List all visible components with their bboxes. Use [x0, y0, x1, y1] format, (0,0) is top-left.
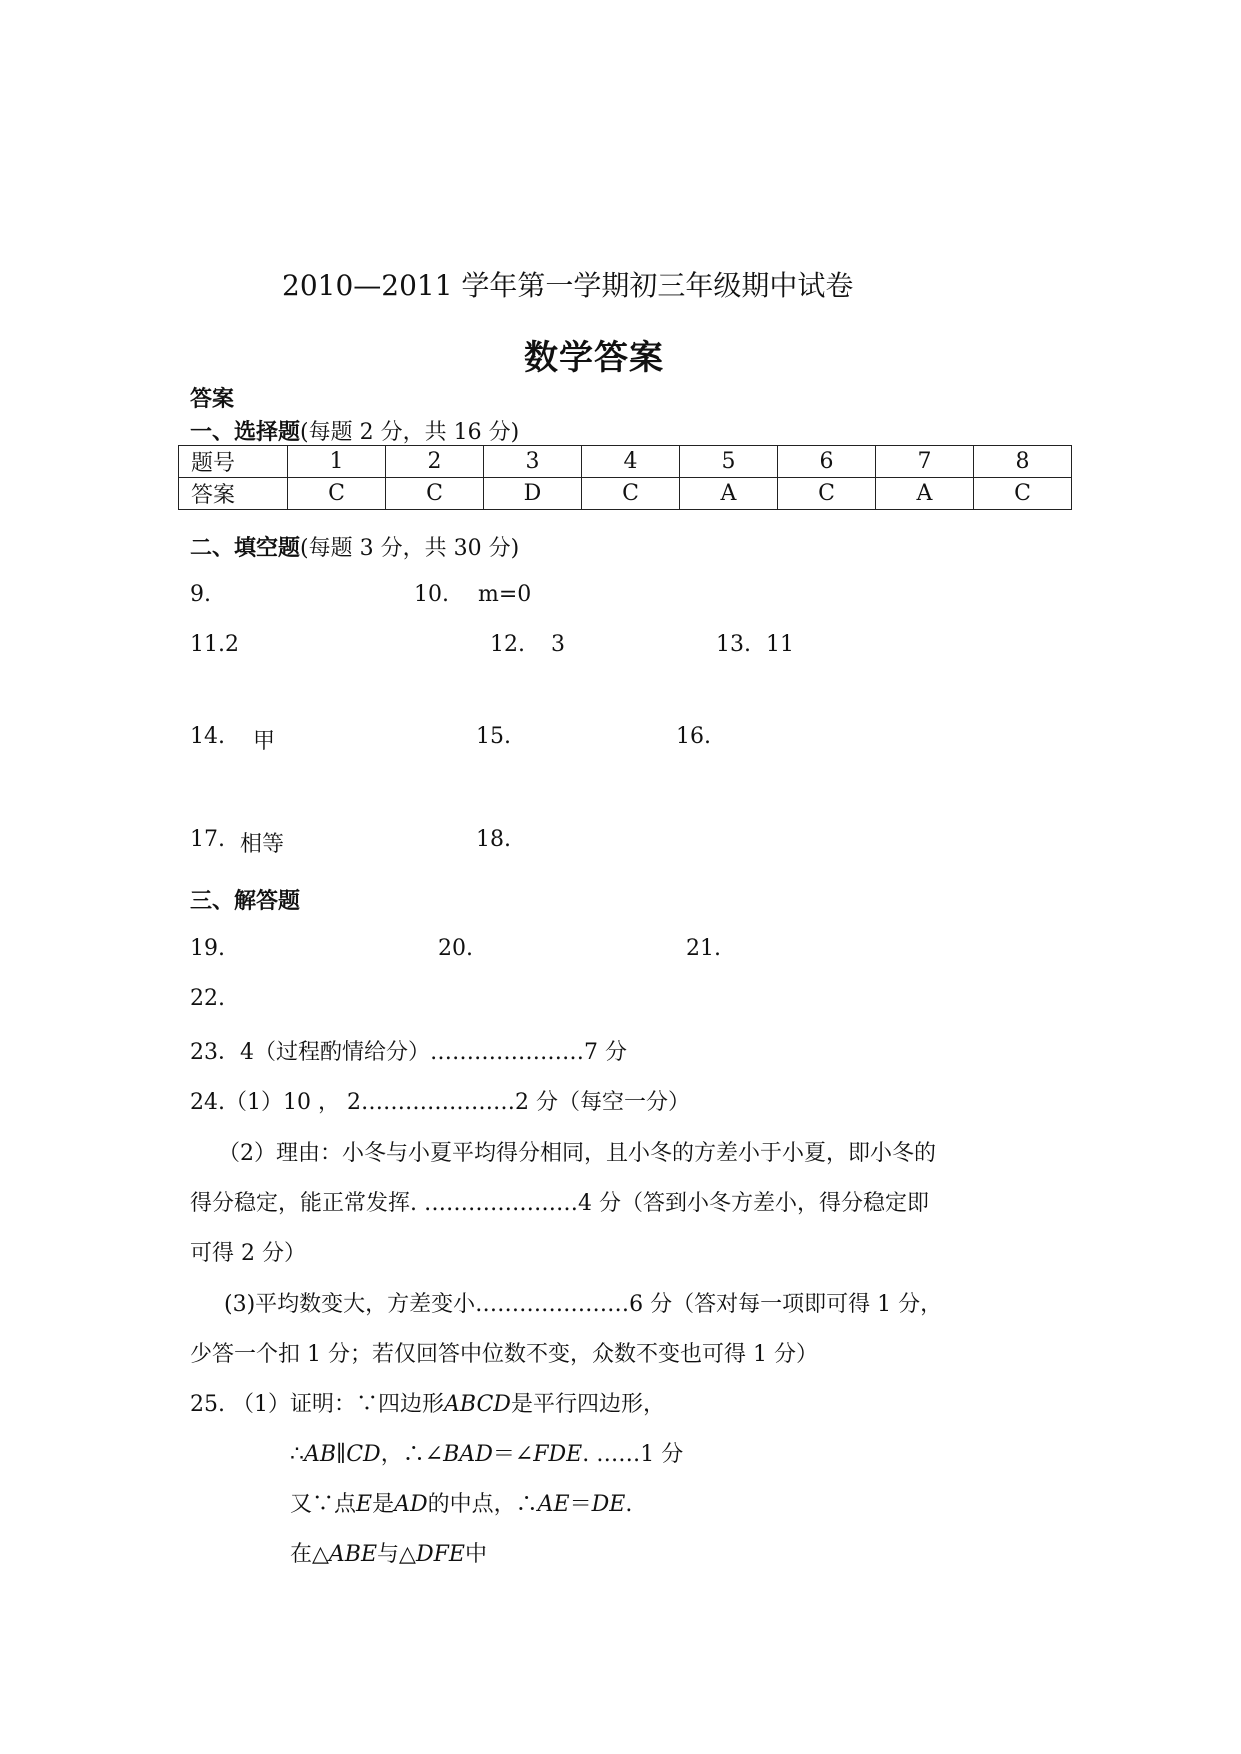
math-text: 又∵点 [290, 1492, 357, 1517]
page-title: 数学答案 [524, 338, 664, 378]
math-expr: FDE [533, 1442, 583, 1467]
q25-proof-intro-end: 是平行四边形， [510, 1392, 665, 1417]
q13-number: 13. [716, 632, 751, 657]
math-text: ＝ [569, 1492, 592, 1517]
table-cell-answer: C [386, 478, 484, 510]
math-text: 是 [372, 1492, 395, 1517]
section2-heading: 二、填空题 [190, 535, 301, 561]
q17-number: 17. [190, 827, 225, 852]
answer-label: 答案 [190, 386, 235, 412]
q21-number: 21. [686, 936, 721, 961]
therefore-symbol: ∴ [290, 1442, 304, 1467]
table-cell-answer: A [680, 478, 778, 510]
q15-number: 15. [476, 724, 511, 749]
table-cell-number: 4 [582, 446, 680, 478]
table-cell-number: 8 [974, 446, 1072, 478]
table-cell-number: 1 [288, 446, 386, 478]
q14-number: 14. [190, 724, 225, 749]
table-cell-number: 3 [484, 446, 582, 478]
math-text: 在△ [290, 1542, 329, 1567]
q22-number: 22. [190, 986, 225, 1011]
q10-answer: m=0 [478, 582, 532, 607]
math-text: 的中点，∴ [427, 1492, 538, 1517]
math-text: ＝∠ [492, 1442, 534, 1467]
table-cell-number: 6 [778, 446, 876, 478]
q24-part2-line3: 可得 2 分） [190, 1241, 306, 1266]
section2-note: (每题 3 分，共 30 分) [300, 536, 520, 561]
q12-answer: 3 [551, 632, 565, 657]
section2-header [190, 531, 519, 562]
math-text: ，∴∠ [380, 1442, 444, 1467]
q25-line1 [190, 1387, 665, 1418]
q17-answer: 相等 [240, 832, 285, 857]
q24-part3-line2: 少答一个扣 1 分；若仅回答中位数不变，众数不变也可得 1 分） [190, 1342, 818, 1367]
math-text: . [625, 1492, 633, 1517]
q10-number: 10. [414, 582, 449, 607]
q20-number: 20. [438, 936, 473, 961]
q25-line2 [290, 1437, 683, 1468]
table-cell-answer: C [778, 478, 876, 510]
row-header-number: 题号 [179, 446, 288, 478]
table-row [179, 478, 1072, 510]
section3-heading: 三、解答题 [190, 888, 301, 914]
q16-number: 16. [676, 724, 711, 749]
q14-answer: 甲 [253, 729, 276, 754]
table-cell-answer: D [484, 478, 582, 510]
q23-answer: 23．4（过程酌情给分）…………………7 分 [190, 1040, 627, 1065]
q24-part2-line2: 得分稳定，能正常发挥. …………………4 分（答到小冬方差小，得分稳定即 [190, 1191, 929, 1216]
table-cell-answer: C [974, 478, 1072, 510]
section1-heading: 一、选择题 [190, 419, 301, 445]
table-cell-answer: A [876, 478, 974, 510]
exam-title: 2010—2011 学年第一学期初三年级期中试卷 [282, 269, 854, 302]
q24-part3-line1: (3)平均数变大，方差变小…………………6 分（答对每一项即可得 1 分， [224, 1292, 943, 1317]
q9-number: 9. [190, 582, 211, 607]
q25-line4 [290, 1537, 487, 1568]
score-note: . ……1 分 [582, 1442, 684, 1467]
math-expr: AB∥CD [304, 1442, 381, 1467]
q25-quad-label: ABCD [444, 1392, 511, 1417]
answer-table [178, 445, 1072, 510]
q18-number: 18. [476, 827, 511, 852]
math-expr: AE [537, 1492, 570, 1517]
q19-number: 19. [190, 936, 225, 961]
math-text: 中 [464, 1542, 487, 1567]
table-cell-number: 2 [386, 446, 484, 478]
q11-answer: 11.2 [190, 632, 239, 657]
q13-answer: 11 [766, 632, 794, 657]
table-cell-number: 5 [680, 446, 778, 478]
q25-line3 [290, 1487, 632, 1518]
math-expr: E [356, 1492, 373, 1517]
math-expr: DE [591, 1492, 626, 1517]
table-cell-answer: C [288, 478, 386, 510]
section1-header [190, 415, 519, 446]
math-text: 与△ [377, 1542, 416, 1567]
table-row [179, 446, 1072, 478]
math-expr: ABE [328, 1542, 378, 1567]
q24-part1: 24.（1）10 ， 2…………………2 分（每空一分） [190, 1090, 690, 1115]
q12-number: 12. [490, 632, 525, 657]
math-expr: BAD [443, 1442, 493, 1467]
table-cell-answer: C [582, 478, 680, 510]
table-cell-number: 7 [876, 446, 974, 478]
q25-number: 25. [190, 1392, 225, 1417]
q24-part2-line1: （2）理由：小冬与小夏平均得分相同，且小冬的方差小于小夏，即小冬的 [218, 1141, 936, 1166]
section1-note: (每题 2 分，共 16 分) [300, 420, 520, 445]
row-header-answer: 答案 [179, 478, 288, 510]
q25-proof-intro: （1）证明：∵四边形 [232, 1392, 444, 1417]
math-expr: AD [394, 1492, 428, 1517]
math-expr: DFE [415, 1542, 465, 1567]
